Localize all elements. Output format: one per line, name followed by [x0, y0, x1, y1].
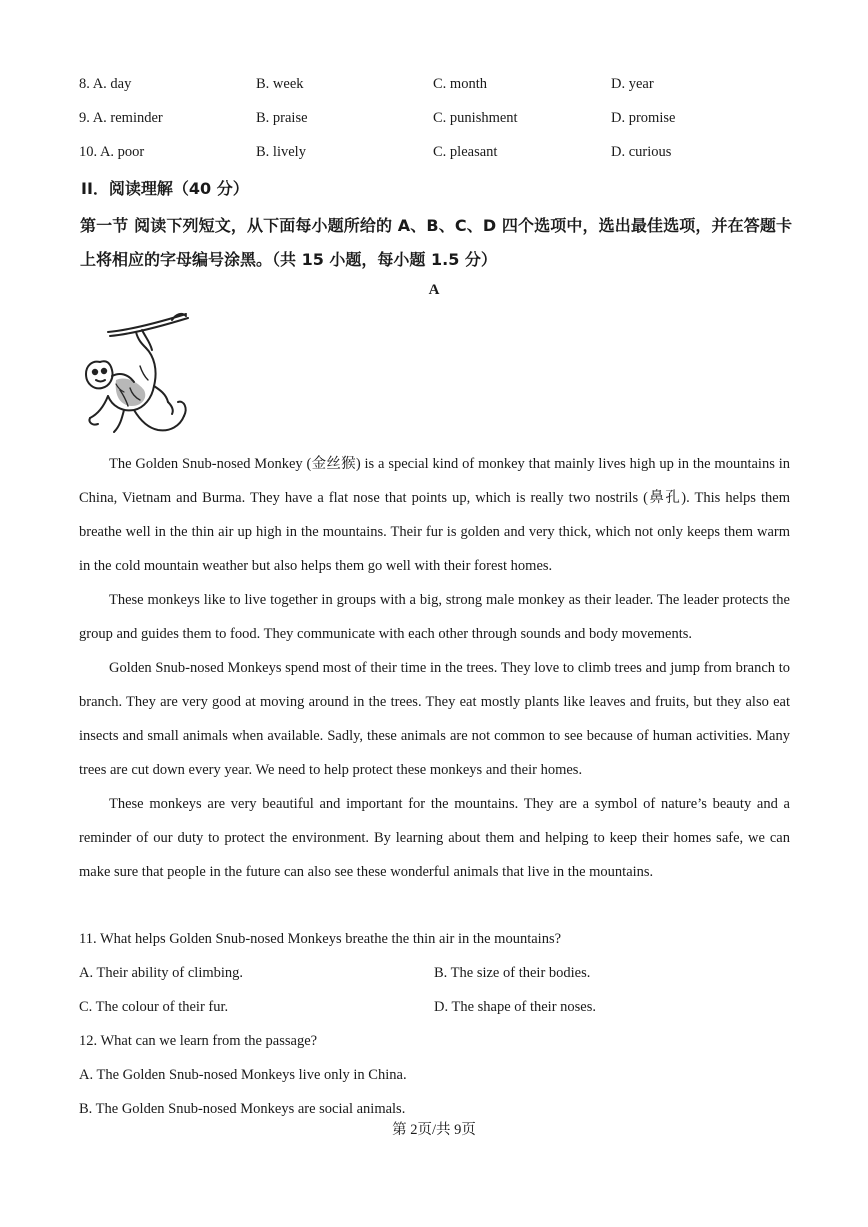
- option-a: 8. A. day: [79, 76, 132, 92]
- option-d: D. curious: [611, 144, 672, 160]
- passage-paragraph: Golden Snub-nosed Monkeys spend most of their time in the trees. They love to climb trees and jump from branch to branch. They are very good at moving around in the trees. They eat mostly plants like leaves and fruits, but they also eat insects and small animals when available. Sadly, these animals are not common to see because of human activities. Many trees are cut down every year. We need to help protect these monkeys and their homes.: [79, 660, 790, 778]
- passage-paragraph: These monkeys like to live together in groups with a big, strong male monkey as their leader. The leader protects the group and guides them to food. They communicate with each other through sounds and body movements.: [79, 592, 790, 642]
- option-c: C. month: [433, 76, 487, 92]
- passage-paragraph: These monkeys are very beautiful and important for the mountains. They are a symbol of nature’s beauty and a reminder of our duty to protect the environment. By learning about them and helping to keep their homes safe, we can make sure that people in the future can also see these wonderful animals that live in the mountains.: [79, 796, 790, 880]
- question-option-a: A. Their ability of climbing.: [79, 965, 244, 981]
- option-b: B. praise: [256, 110, 308, 126]
- section-instruction: 第一节 阅读下列短文，从下面每小题所给的 A、B、C、D 四个选项中，选出最佳选项，并在答题卡上将相应的字母编号涂黑。（共 15 小题，每小题 1.5 分）: [80, 216, 792, 269]
- page-number-footer: 第 2页/共 9页: [392, 1122, 476, 1138]
- option-d: D. year: [611, 76, 654, 92]
- question-option-b: B. The Golden Snub-nosed Monkeys are social animals.: [79, 1101, 406, 1117]
- cloze-option-row-10: [79, 144, 799, 166]
- reading-passage: [79, 447, 790, 889]
- cloze-option-row-8: [79, 76, 799, 98]
- question-option-d: D. The shape of their noses.: [434, 999, 597, 1015]
- question-option-c: C. The colour of their fur.: [79, 999, 229, 1015]
- question-stem: 12. What can we learn from the passage?: [79, 1033, 318, 1049]
- option-b: B. week: [256, 76, 304, 92]
- option-d: D. promise: [611, 110, 676, 126]
- option-c: C. pleasant: [433, 144, 498, 160]
- question-stem: 11. What helps Golden Snub-nosed Monkeys breathe the thin air in the mountains?: [79, 931, 562, 947]
- option-c: C. punishment: [433, 110, 518, 126]
- cloze-option-row-9: [79, 110, 799, 132]
- option-a: 9. A. reminder: [79, 110, 163, 126]
- passage-title: A: [428, 282, 440, 298]
- monkey-hanging-on-branch-illustration: [80, 310, 192, 442]
- passage-paragraph: The Golden Snub-nosed Monkey (金丝猴) is a special kind of monkey that mainly lives high up in the mountains in China, Vietnam and Burma. They have a flat nose that points up, which is really two nostrils (鼻孔). This helps them breathe well in the thin air up high in the mountains. Their fur is golden and very thick, which not only keeps them warm in the cold mountain weather but also helps them go well with their forest homes.: [79, 456, 790, 574]
- section-title: II．阅读理解（40 分）: [81, 179, 249, 198]
- question-option-b: B. The size of their bodies.: [434, 965, 591, 981]
- option-a: 10. A. poor: [79, 144, 145, 160]
- option-b: B. lively: [256, 144, 306, 160]
- question-option-a: A. The Golden Snub-nosed Monkeys live only in China.: [79, 1067, 407, 1083]
